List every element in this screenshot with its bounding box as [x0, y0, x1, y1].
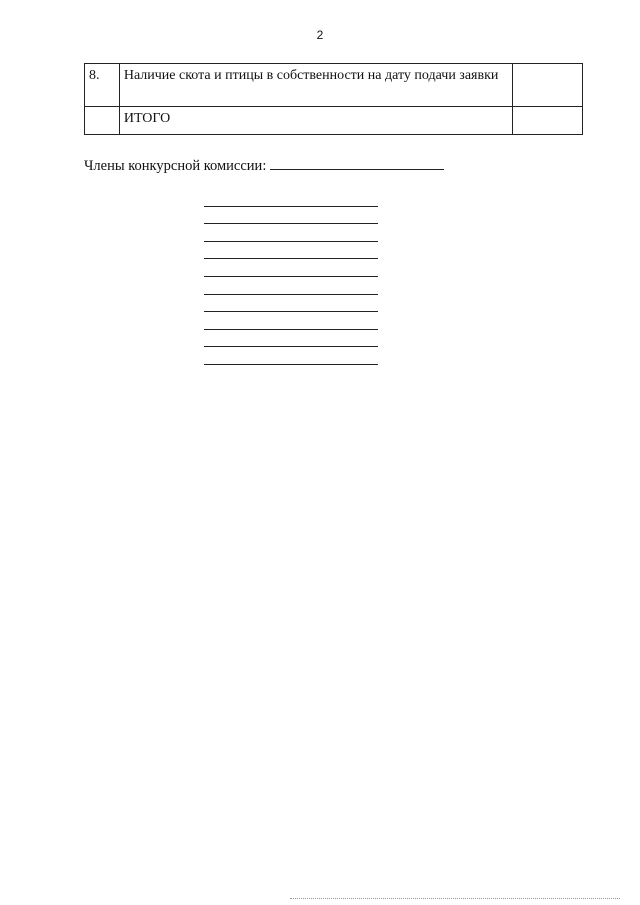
commission-members	[84, 157, 444, 175]
row-number	[85, 107, 120, 135]
scan-artifact-line	[290, 896, 620, 899]
commission-label: Члены конкурсной комиссии:	[84, 158, 267, 174]
signature-line	[204, 312, 378, 330]
page-number: 2	[316, 28, 324, 42]
criteria-table	[84, 63, 583, 135]
signature-line	[270, 157, 444, 170]
signature-line	[204, 224, 378, 242]
signature-line	[204, 207, 378, 225]
table-row-total	[85, 107, 583, 135]
signature-line	[204, 242, 378, 260]
total-score-cell	[512, 107, 582, 135]
signature-line	[204, 189, 378, 207]
signature-line	[204, 330, 378, 348]
signature-line	[204, 295, 378, 313]
criterion-text: Наличие скота и птицы в собственности на дату подачи заявки	[119, 64, 512, 107]
signature-line	[204, 277, 378, 295]
row-number: 8.	[85, 64, 120, 107]
table-row	[85, 64, 583, 107]
total-label: ИТОГО	[119, 107, 512, 135]
signature-line	[204, 347, 378, 365]
score-cell	[512, 64, 582, 107]
signature-line	[204, 259, 378, 277]
signature-lines	[204, 189, 378, 365]
